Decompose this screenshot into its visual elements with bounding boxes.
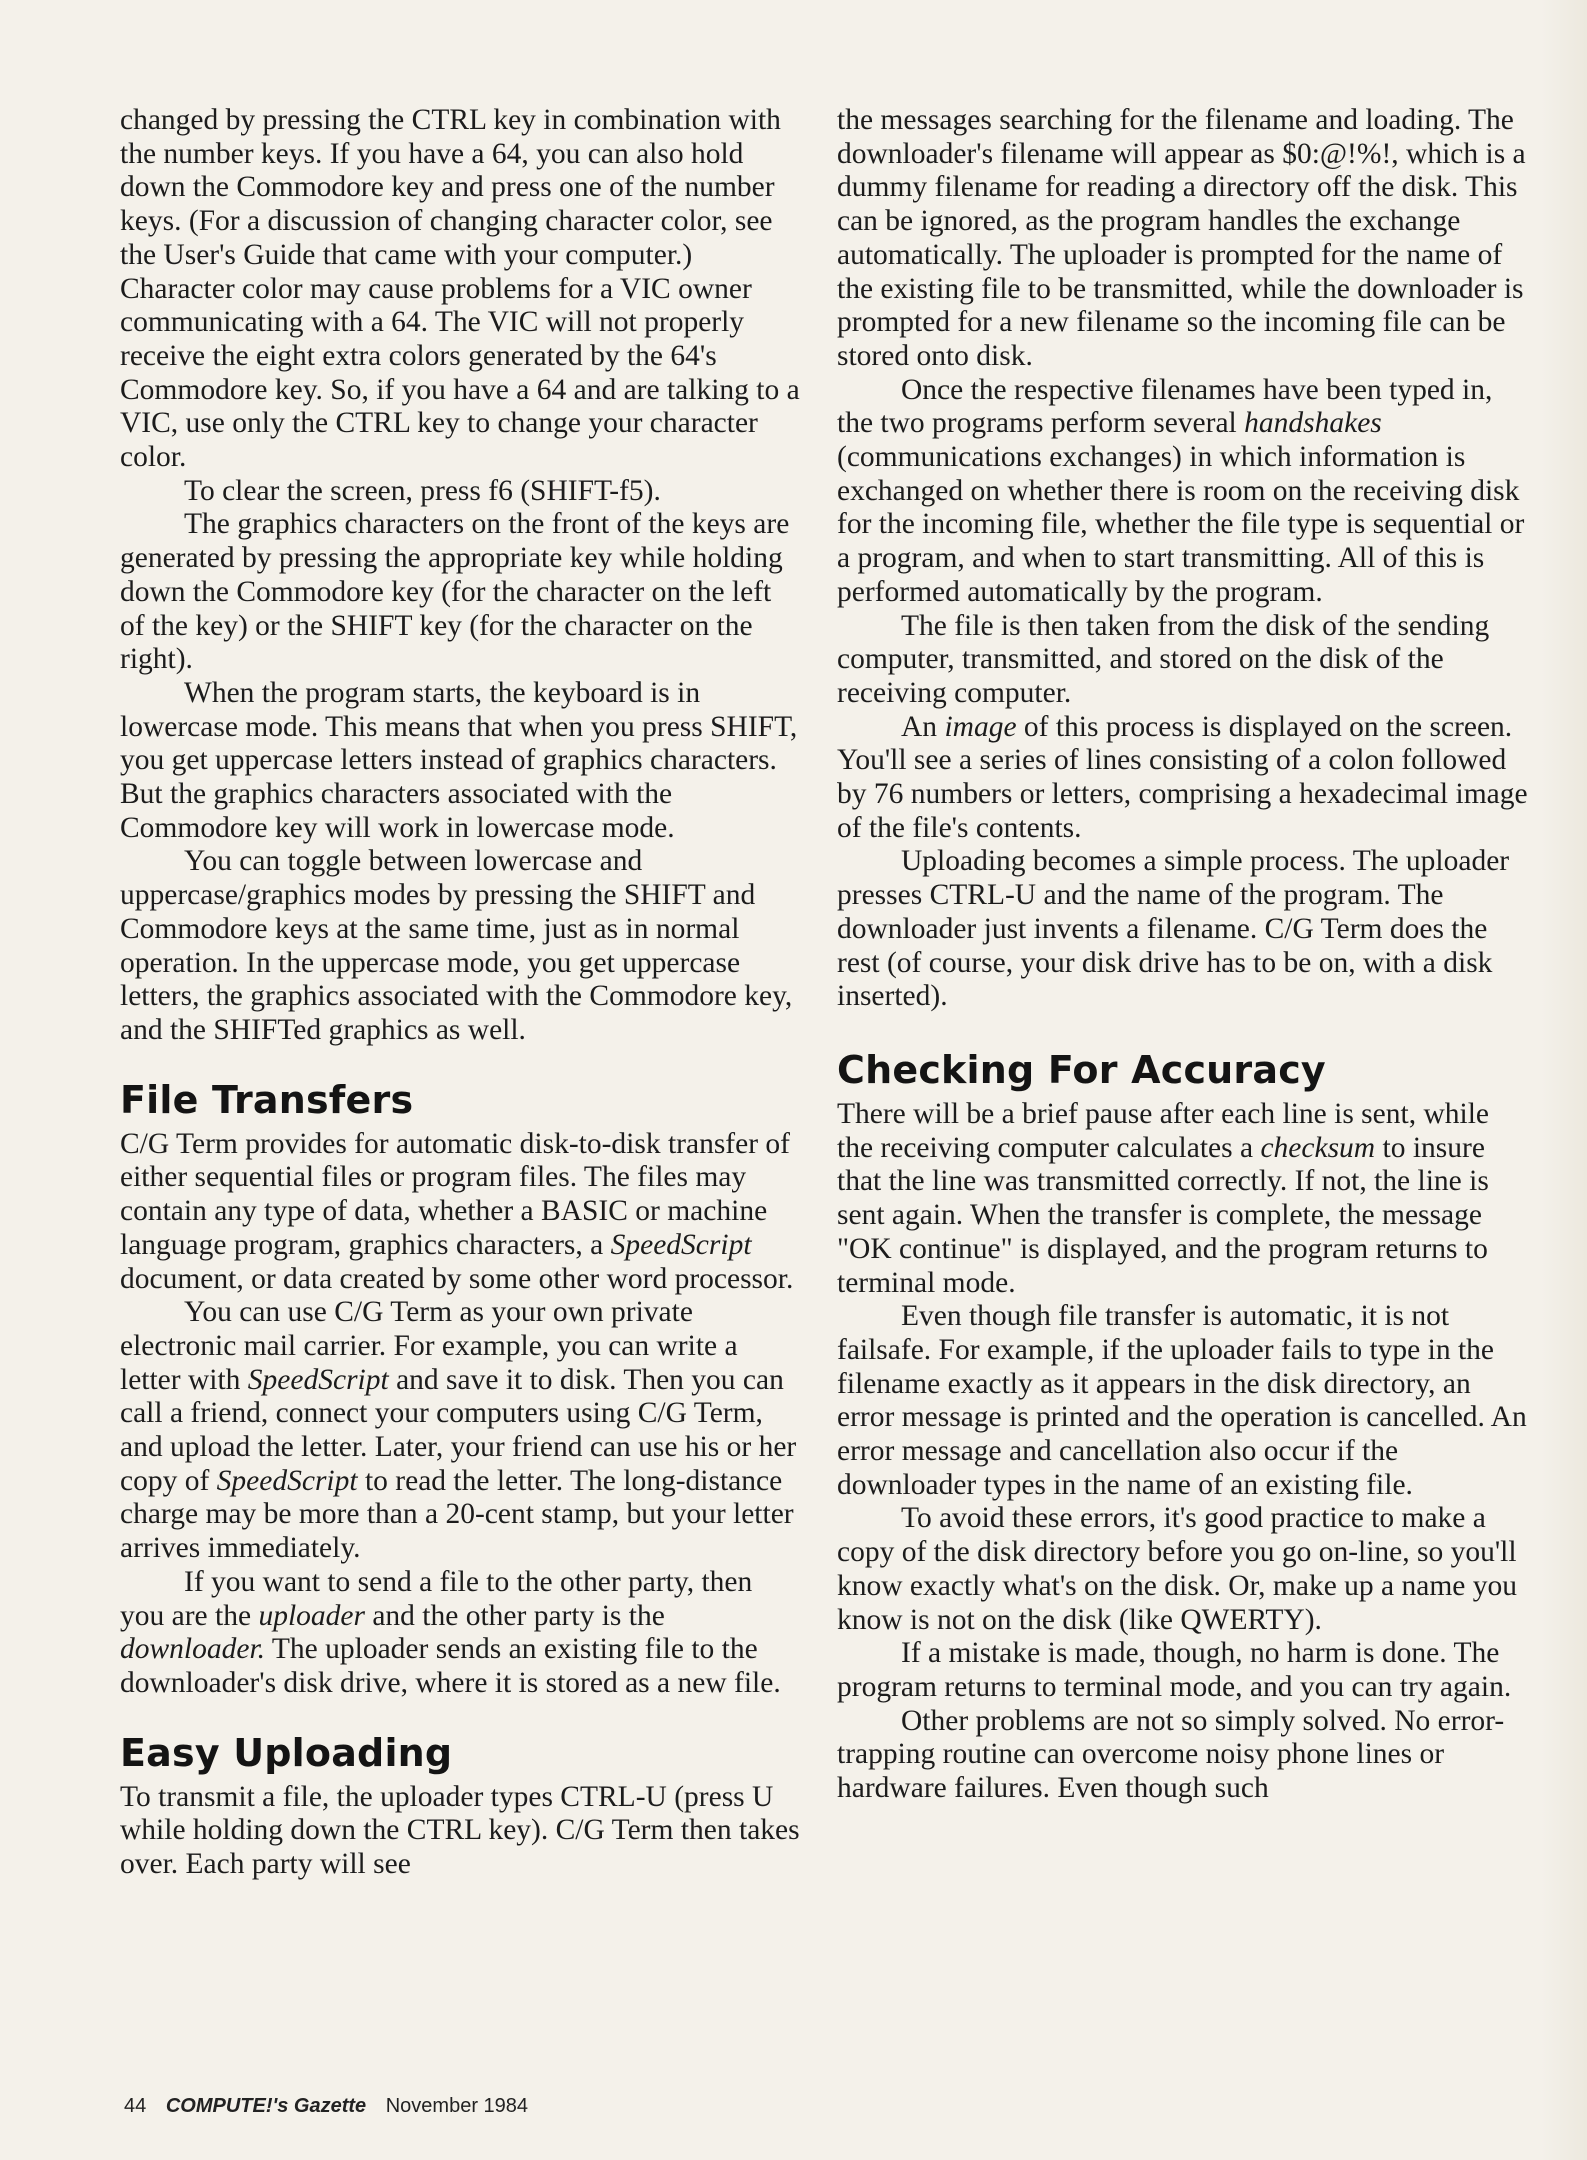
paragraph-uploader-downloader: If you want to send a file to the other party, then you are the uploader and the other party is the downloader. The uploader sends an existing file to the downloader's disk drive, where it is stored as a new file. <box>120 1565 781 1699</box>
paragraph-lowercase-mode: When the program starts, the keyboard is in lowercase mode. This means that when you press SHIFT, you get uppercase letters instead of graphics characters. But the graphics characters associated with the Commodore key will work in lowercase mode. <box>120 676 798 844</box>
paragraph-simple-process: Uploading becomes a simple process. The uploader presses CTRL-U and the name of the program. The downloader just invents a filename. C/G Term does the rest (of course, your disk drive has to be on, with a disk inserted). <box>837 845 1510 1013</box>
paragraph-file-taken: The file is then taken from the disk of the sending computer, transmitted, and stored on the disk of the receiving computer. <box>837 609 1490 709</box>
paragraph-graphics-characters: The graphics characters on the front of the keys are generated by pressing the appropriate key while holding down the Commodore key (for the character on the left of the key) or the SHIFT key (for the character on the right). <box>120 508 790 676</box>
heading-checking-accuracy: Checking For Accuracy <box>837 1047 1326 1092</box>
heading-easy-uploading: Easy Uploading <box>120 1730 453 1775</box>
paragraph-transmit-file: To transmit a file, the uploader types CTRL-U (press U while holding down the CTRL key). C/G Term then takes over. Each party will see <box>120 1780 800 1881</box>
paragraph-checksum: There will be a brief pause after each line is sent, while the receiving computer calculates a checksum to insure that the line was transmitted correctly. If not, the line is sent again. When the transfer is complete, the message "OK continue" is displayed, and the program returns to terminal mode. <box>837 1097 1489 1299</box>
paragraph-file-transfer-intro: C/G Term provides for automatic disk-to-disk transfer of either sequential files or program files. The files may contain any type of data, whether a BASIC or machine language program, graphics characters, a SpeedScript document, or data created by some other word processor. <box>120 1127 794 1295</box>
magazine-name: COMPUTE!'s Gazette <box>165 2095 367 2117</box>
heading-file-transfers: File Transfers <box>120 1077 414 1122</box>
paragraph-clear-screen: To clear the screen, press f6 (SHIFT-f5). <box>184 474 661 507</box>
paragraph-other-problems: Other problems are not so simply solved. No error-trapping routine can overcome noisy phone lines or hardware failures. Even though such <box>837 1704 1505 1805</box>
issue-date: November 1984 <box>385 2095 529 2117</box>
paragraph-filename-messages: the messages searching for the filename and loading. The downloader's filename will appear as $0:@!%!, which is a dummy filename for reading a directory off the disk. This can be ignored, as the program handles the exchange automatically. The uploader is prompted for the name of the existing file to be transmitted, while the downloader is prompted for a new filename so the incoming file can be stored onto disk. <box>837 104 1526 372</box>
paragraph-no-harm: If a mistake is made, though, no harm is done. The program returns to terminal mode, and you can try again. <box>837 1637 1512 1703</box>
page-footer <box>124 2095 542 2118</box>
paragraph-character-color: changed by pressing the CTRL key in combination with the number keys. If you have a 64, you can also hold down the Commodore key and press one of the number keys. (For a discussion of changing character color, see the User's Guide that came with your computer.) Character color may cause problems for a VIC owner communicating with a 64. The VIC will not properly receive the eight extra colors generated by the 64's Commodore key. So, if you have a 64 and are talking to a VIC, use only the CTRL key to change your character color. <box>120 104 800 474</box>
paragraph-avoid-errors: To avoid these errors, it's good practice to make a copy of the disk directory before you go on-line, so you'll know exactly what's on the disk. Or, make up a name you know is not on the disk (like QWERTY). <box>837 1502 1518 1636</box>
right-column <box>837 104 1532 1806</box>
page-edge <box>1541 0 1587 2160</box>
paragraph-handshakes: Once the respective filenames have been typed in, the two programs perform several handshakes (communications exchanges) in which information is exchanged on whether there is room on the receiving disk for the incoming file, whether the file type is sequential or a program, and when to start transmitting. All of this is performed automatically by the program. <box>837 373 1525 608</box>
page-number: 44 <box>124 2095 147 2117</box>
paragraph-image-process: An image of this process is displayed on the screen. You'll see a series of lines consisting of a colon followed by 76 numbers or letters, comprising a hexadecimal image of the file's contents. <box>837 710 1528 844</box>
paragraph-electronic-mail: You can use C/G Term as your own private electronic mail carrier. For example, you can write a letter with SpeedScript and save it to disk. Then you can call a friend, connect your computers using C/G Term, and upload the letter. Later, your friend can use his or her copy of SpeedScript to read the letter. The long-distance charge may be more than a 20-cent stamp, but your letter arrives immediately. <box>120 1296 797 1565</box>
paragraph-not-failsafe: Even though file transfer is automatic, it is not failsafe. For example, if the uploader fails to type in the filename exactly as it appears in the disk directory, an error message is printed and the operation is cancelled. An error message and cancellation also occur if the downloader types in the name of an existing file. <box>837 1300 1527 1501</box>
left-column <box>120 104 802 1882</box>
paragraph-toggle-modes: You can toggle between lowercase and uppercase/graphics modes by pressing the SHIFT and Commodore keys at the same time, just as in normal operation. In the uppercase mode, you get uppercase letters, the graphics associated with the Commodore key, and the SHIFTed graphics as well. <box>120 845 793 1046</box>
